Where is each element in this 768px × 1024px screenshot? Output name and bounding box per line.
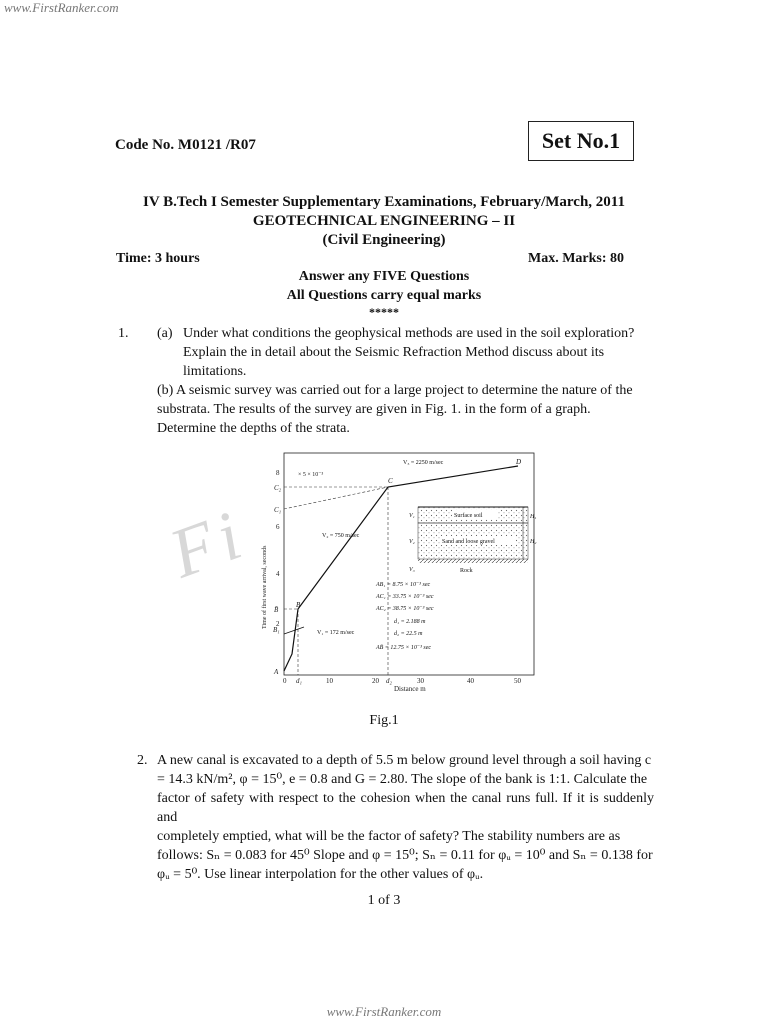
x-tick-30: 30 (417, 677, 424, 685)
time-allowed: Time: 3 hours (116, 251, 200, 266)
y-mark-bbar: B̄ (274, 606, 279, 614)
note-d1: d₁ = 2.188 m (394, 619, 426, 625)
y-tick-6: 6 (276, 523, 280, 531)
travel-time-curve (284, 466, 518, 671)
department: (Civil Engineering) (322, 232, 446, 248)
seismic-graph (262, 449, 540, 699)
x-tick-20: 20 (372, 677, 379, 685)
x-tick-10: 10 (326, 677, 333, 685)
watermark-diagonal: Fi (160, 495, 257, 594)
y-tick-4: 4 (276, 570, 280, 578)
watermark-bottom: www.FirstRanker.com (326, 1004, 442, 1019)
question-2-text: A new canal is excavated to a depth of 5.5 m below ground level through a soil having c = 14.3 kN/m², φ = 15⁰, e = 0.8 and G = 2.80. The slope of the bank is 1:1. Calculate the factor of safety with respect to the cohesion when the canal runs full. If it is suddenly and completely emptied, what will be the factor of safety? The stability numbers are as follows: Sₙ = 0.083 for 45⁰ Slope and φ = 15⁰; Sₙ = 0.11 for φᵤ = 10⁰ and Sₙ = 0.138 for φᵤ = 5⁰. Use linear interpolation for the other values of φᵤ. (157, 753, 654, 882)
y-mark-b1: B₁ (273, 626, 280, 634)
segment-b1 (284, 627, 304, 634)
x-tick-50: 50 (514, 677, 521, 685)
point-d: D (516, 458, 522, 466)
instruction-marks: All Questions carry equal marks (286, 288, 482, 303)
label-h2: H₂ (530, 539, 537, 545)
y-tick-8: 8 (276, 469, 280, 477)
watermark-top: www.FirstRanker.com (4, 0, 119, 15)
question-1a-text: Under what conditions the geophysical methods are used in the soil exploration? Explain the in detail about the Seismic Refraction Method discuss about its limitations. (183, 326, 635, 379)
label-h1: H₁ (530, 514, 537, 520)
plot-frame (284, 453, 537, 675)
label-v3: V₃ = 2250 m/sec (403, 460, 444, 466)
stratum-rock (418, 559, 528, 563)
label-v1: V₁ = 172 m/sec (317, 630, 355, 636)
y-mark-c1: C₁ (274, 506, 282, 514)
y-mark-a: A (274, 668, 279, 676)
point-b: B (296, 601, 301, 609)
x-tick-0: 0 (283, 677, 287, 685)
label-v2: V₂ = 750 m/sec (322, 533, 360, 539)
question-2-number: 2. (137, 753, 148, 768)
max-marks: Max. Marks: 80 (528, 251, 625, 266)
label-rock: Rock (460, 568, 473, 574)
question-1-number: 1. (118, 326, 129, 341)
exam-title: IV B.Tech I Semester Supplementary Examinations, February/March, 2011 (143, 194, 625, 210)
code-number: Code No. M0121 /R07 (115, 137, 256, 153)
instruction-answer: Answer any FIVE Questions (298, 269, 470, 284)
x-axis-label: Distance m (394, 685, 426, 693)
dash-c1 (284, 487, 388, 509)
note-d2: d₂ = 22.5 m (394, 631, 423, 637)
y-mark-c2: C₂ (274, 484, 282, 492)
y-tick-2: 2 (276, 620, 280, 628)
page-number: 1 of 3 (367, 893, 401, 908)
strata-v1: V₁ (409, 513, 415, 519)
figure-caption: Fig.1 (369, 713, 399, 728)
y-axis-label: Time of first wave arrival, seconds (262, 545, 268, 629)
x-tick-d1: d₁ (296, 677, 302, 685)
note-ac2: AC₂ = 38.75 × 10⁻³ sec (376, 606, 434, 612)
separator-stars: ***** (369, 305, 399, 319)
question-1a-label: (a) (157, 326, 173, 341)
y-multiplier: × 5 × 10⁻³ (298, 472, 324, 478)
note-ac1: AC₁ = 33.75 × 10⁻³ sec (376, 594, 434, 600)
strata-v2: V₂ (409, 539, 415, 545)
note-abbar: AB̄ = 12.75 × 10⁻³ sec (376, 645, 432, 651)
label-surface-soil: Surface soil (454, 513, 483, 519)
point-c: C (388, 477, 393, 485)
strata-v3: V₃ (409, 567, 415, 573)
label-sand-gravel: Sand and loose gravel (442, 539, 495, 545)
subject-title: GEOTECHNICAL ENGINEERING – II (252, 213, 516, 229)
seismic-figure (262, 449, 540, 699)
note-ab1: AB₁ = 8.75 × 10⁻³ sec (376, 582, 431, 588)
x-tick-40: 40 (467, 677, 474, 685)
set-number-box: Set No.1 (528, 121, 634, 161)
x-tick-d2: d₂ (386, 677, 392, 685)
